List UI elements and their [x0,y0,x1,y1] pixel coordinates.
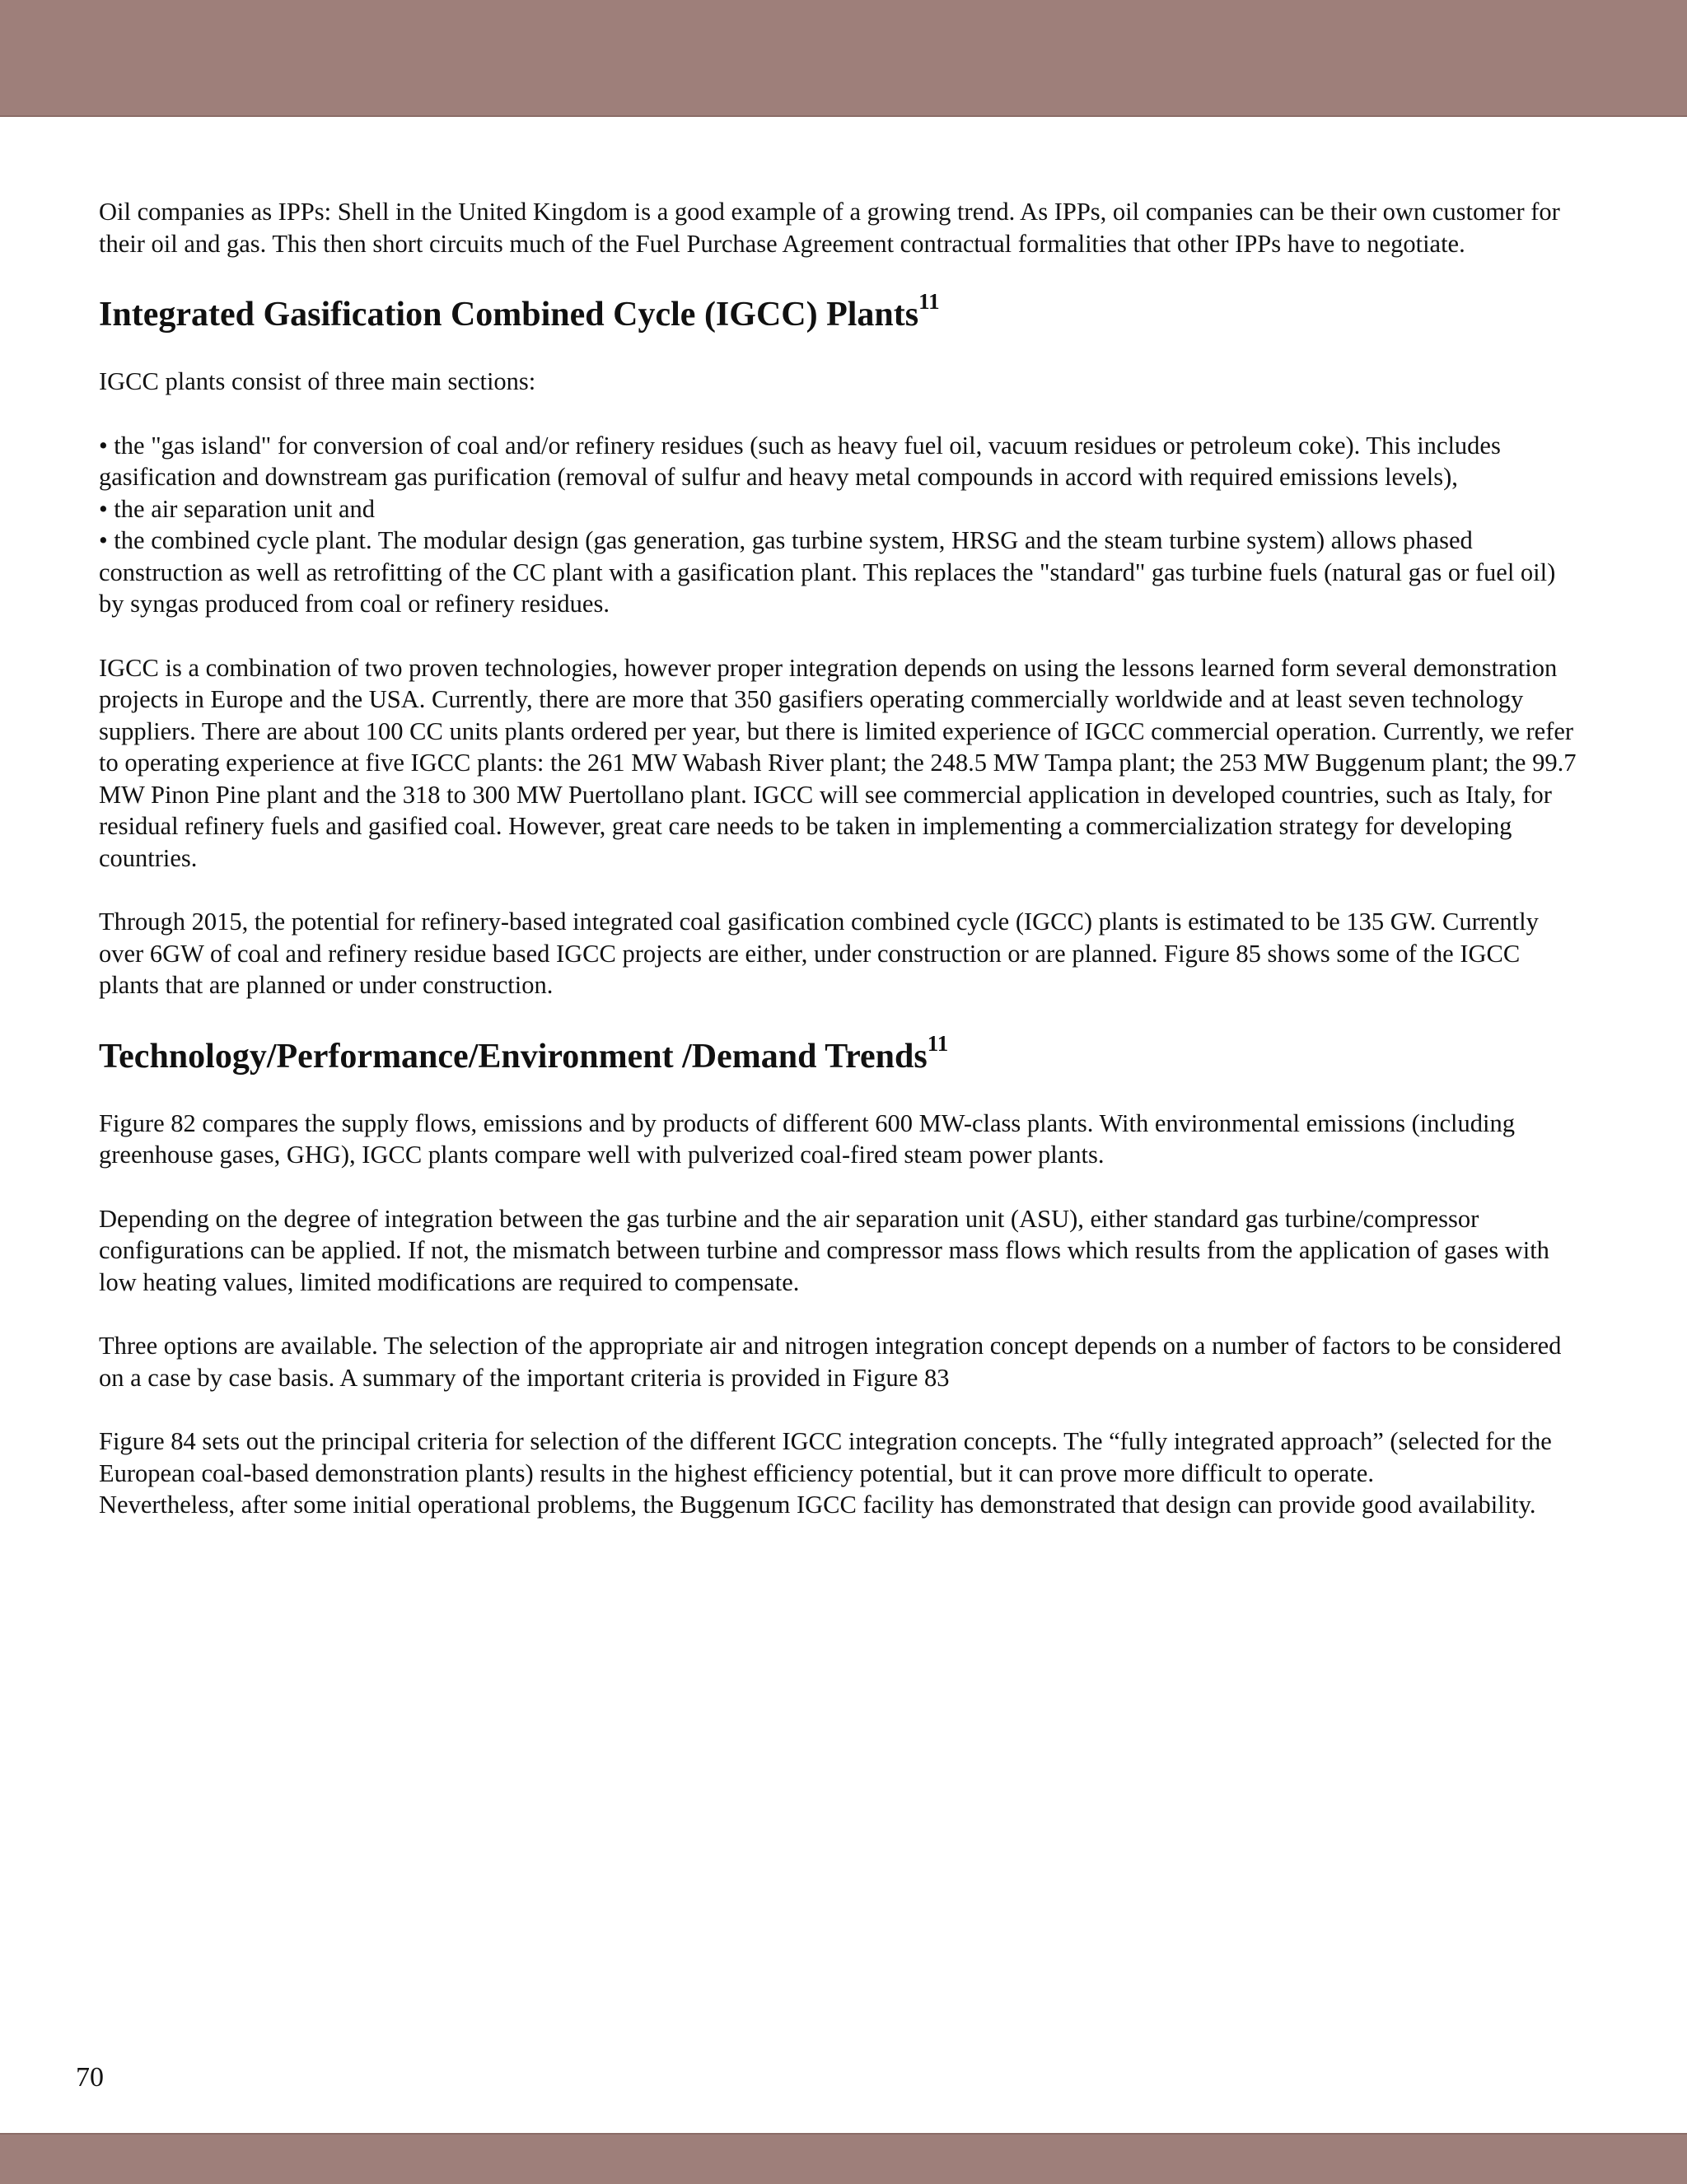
list-item-gas-island: • the "gas island" for conversion of coal and/or refinery residues (such as heavy fuel oil, vacuum residues or petroleum coke). This includes gasification and downstream gas purification (removal of sulfur and heavy metal compounds in accord with required emissions levels), [99,431,1501,491]
paragraph-igcc-combination: IGCC is a combination of two proven technologies, however proper integration depends on using the lessons learned form several demonstration projects in Europe and the USA. Currently, there are more that 350 gasifiers operating commercially worldwide and at least seven technology suppliers. There are about 100 CC units plants ordered per year, but there is limited experience of IGCC commercial operation. Currently, we refer to operating experience at five IGCC plants: the 261 MW Wabash River plant; the 248.5 MW Tampa plant; the 253 MW Buggenum plant; the 99.7 MW Pinon Pine plant and the 318 to 300 MW Puertollano plant. IGCC will see commercial application in developed countries, such as Italy, for residual refinery fuels and gasified coal. However, great care needs to be taken in implementing a commercialization strategy for developing countries. [99,653,1577,872]
page-number: 70 [76,2062,104,2093]
list-item-air-separation: • the air separation unit and [99,494,376,523]
footnote-ref-igcc: 11 [918,289,940,314]
heading-trends [99,1030,1586,1080]
page-content [99,196,1586,1521]
header-band [0,0,1687,117]
paragraph-igcc-sections-intro: IGCC plants consist of three main sections: [99,367,536,395]
paragraph-three-options: Three options are available. The selection of the appropriate air and nitrogen integration concept depends on a number of factors to be considered on a case by case basis. A summary of the important criteria is provided in Figure 83 [99,1332,1562,1392]
paragraph-figure-84: Figure 84 sets out the principal criteria for selection of the different IGCC integration concepts. The “fully integrated approach” (selected for the European coal-based demonstration plants) results in the highest efficiency potential, but it can prove more difficult to operate. [99,1427,1552,1487]
paragraph-asu-integration: Depending on the degree of integration between the gas turbine and the air separation unit (ASU), either standard gas turbine/compressor configurations can be applied. If not, the mismatch between turbine and compressor mass flows which results from the application of gases with low heating values, limited modifications are required to compensate. [99,1204,1549,1296]
heading-trends-text: Technology/Performance/Environment /Demand Trends [99,1037,928,1076]
heading-igcc-plants [99,289,1586,338]
paragraph-figure-82: Figure 82 compares the supply flows, emissions and by products of different 600 MW-class plants. With environmental emissions (including greenhouse gases, GHG), IGCC plants compare well with pulverized coal-fired steam power plants. [99,1108,1515,1169]
paragraph-igcc-potential: Through 2015, the potential for refinery-based integrated coal gasification combined cycle (IGCC) plants is estimated to be 135 GW. Currently over 6GW of coal and refinery residue based IGCC projects are either, under construction or are planned. Figure 85 shows some of the IGCC plants that are planned or under construction. [99,908,1539,999]
igcc-sections-list [99,430,1586,620]
footer-band [0,2133,1687,2184]
heading-igcc-plants-text: Integrated Gasification Combined Cycle (IGCC) Plants [99,296,919,334]
footnote-ref-trends: 11 [927,1030,949,1056]
list-item-combined-cycle: • the combined cycle plant. The modular design (gas generation, gas turbine system, HRSG and the steam turbine system) allows phased construction as well as retrofitting of the CC plant with a gasification plant. This replaces the "standard" gas turbine fuels (natural gas or fuel oil) by syngas produced from coal or refinery residues. [99,526,1556,618]
paragraph-oil-companies: Oil companies as IPPs: Shell in the United Kingdom is a good example of a growing trend. As IPPs, oil companies can be their own customer for their oil and gas. This then short circuits much of the Fuel Purchase Agreement contractual formalities that other IPPs have to negotiate. [99,198,1560,258]
paragraph-buggenum: Nevertheless, after some initial operational problems, the Buggenum IGCC facility has demonstrated that design can provide good availability. [99,1491,1536,1519]
